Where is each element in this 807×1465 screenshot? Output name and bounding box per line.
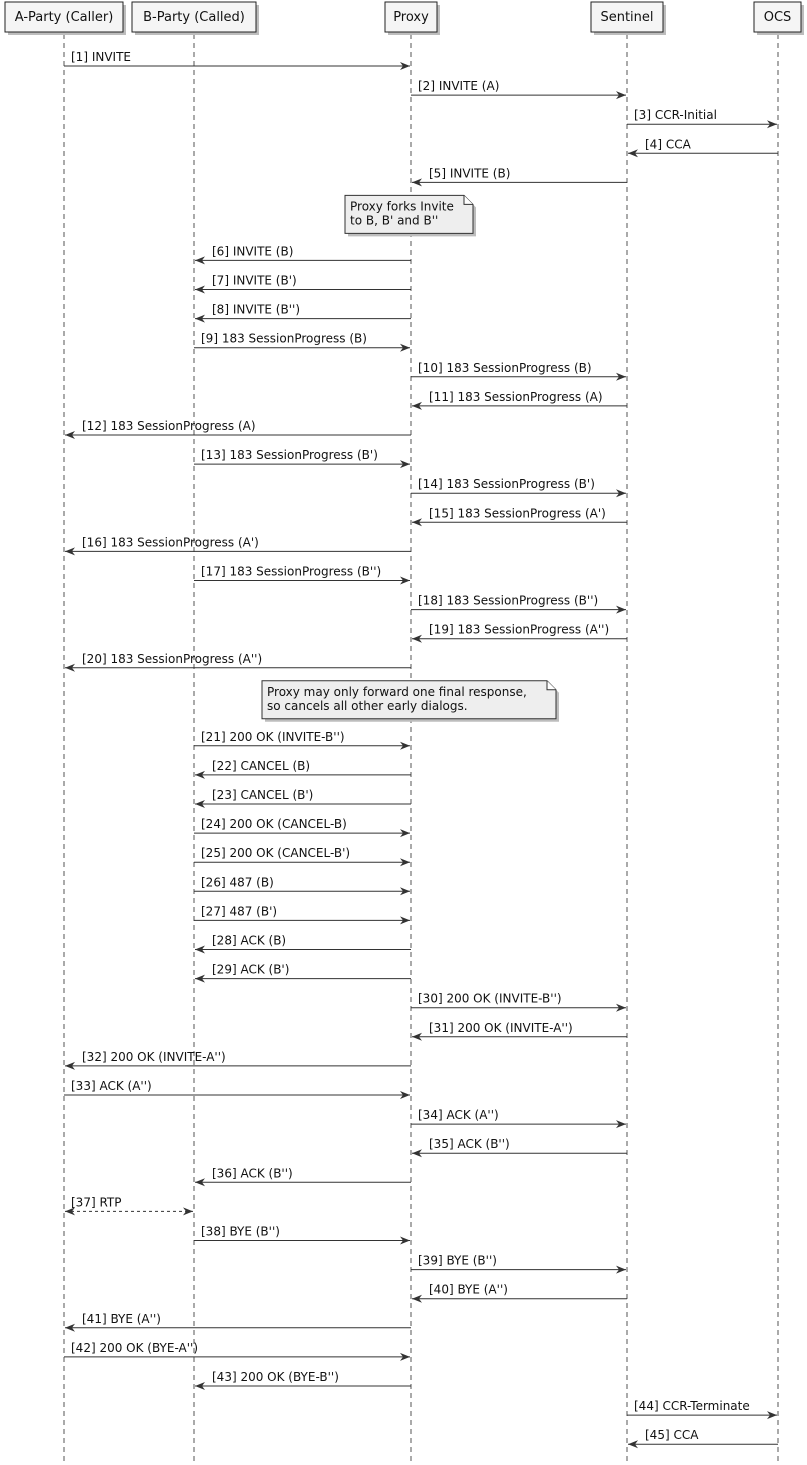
message-label: [3] CCR-Initial [634,108,717,123]
message-13 [194,448,410,468]
message-label: [31] 200 OK (INVITE-A'') [429,1020,573,1035]
message-label: [42] 200 OK (BYE-A'') [71,1340,199,1355]
message-5 [412,166,627,186]
message-label: [17] 183 SessionProgress (B'') [201,564,382,579]
message-label: [14] 183 SessionProgress (B') [418,477,595,492]
message-label: [27] 487 (B') [201,904,278,919]
message-label: [38] BYE (B'') [201,1224,280,1239]
message-9 [194,332,410,352]
message-label: [22] CANCEL (B) [212,758,311,773]
note-1 [345,195,476,236]
message-label: [20] 183 SessionProgress (A'') [82,651,263,666]
message-6 [195,244,411,264]
message-37 [65,1195,193,1215]
participant-a-party-caller [5,2,126,35]
lifelines [64,34,778,1462]
message-label: [9] 183 SessionProgress (B) [201,331,367,346]
message-label: [12] 183 SessionProgress (A) [82,419,256,433]
message-label: [16] 183 SessionProgress (A') [82,535,259,550]
participant-label: Sentinel [600,10,654,25]
message-28 [195,934,411,954]
message-21 [194,730,410,750]
message-8 [195,303,411,323]
message-34 [411,1108,626,1128]
message-label: [37] RTP [71,1195,122,1210]
note-text-line: Proxy may only forward one final response, [267,684,527,699]
message-26 [194,875,410,895]
message-label: [11] 183 SessionProgress (A) [429,389,603,404]
message-label: [2] INVITE (A) [418,79,500,94]
message-label: [25] 200 OK (CANCEL-B') [201,846,351,861]
message-40 [412,1283,627,1303]
message-4 [628,137,778,157]
message-label: [4] CCA [645,137,691,152]
arrowhead [183,1207,193,1215]
participant-ocs [754,2,804,35]
message-label: [26] 487 (B) [201,875,274,890]
participant-b-party-called [132,2,259,35]
message-label: [32] 200 OK (INVITE-A'') [82,1049,226,1064]
message-label: [30] 200 OK (INVITE-B'') [418,991,562,1006]
message-18 [411,594,626,614]
participant-label: Proxy [393,10,429,25]
message-25 [194,846,410,866]
message-label: [1] INVITE [71,50,131,64]
messages [64,50,778,1448]
message-label: [34] ACK (A'') [418,1108,499,1123]
message-23 [195,788,411,808]
message-30 [411,992,626,1012]
message-label: [44] CCR-Terminate [634,1399,750,1414]
message-label: [39] BYE (B'') [418,1253,497,1268]
message-41 [65,1312,411,1332]
message-31 [412,1021,627,1041]
message-label: [43] 200 OK (BYE-B'') [212,1370,339,1384]
message-35 [412,1137,627,1157]
message-29 [195,963,411,983]
message-label: [24] 200 OK (CANCEL-B) [201,817,347,832]
message-label: [45] CCA [645,1428,699,1443]
message-1 [64,50,410,70]
message-14 [411,477,626,497]
message-32 [65,1050,411,1070]
message-label: [36] ACK (B'') [212,1166,293,1181]
message-10 [411,361,626,381]
message-19 [412,623,627,643]
participant-headers [5,2,804,35]
message-44 [627,1399,777,1419]
message-label: [7] INVITE (B') [212,273,297,288]
participant-label: A-Party (Caller) [14,10,114,25]
participant-sentinel [591,2,666,35]
message-label: [41] BYE (A'') [82,1311,161,1326]
note-text-line: so cancels all other early dialogs. [267,698,468,713]
message-label: [15] 183 SessionProgress (A') [429,506,606,521]
message-label: [40] BYE (A'') [429,1282,508,1297]
message-label: [23] CANCEL (B') [212,788,314,802]
message-38 [194,1225,410,1245]
message-36 [195,1166,411,1186]
message-2 [411,79,626,99]
message-22 [195,759,411,779]
message-11 [412,390,627,410]
note-corner-fold [464,195,473,204]
message-33 [64,1079,410,1099]
note-text-line: to B, B' and B'' [350,213,439,228]
message-label: [21] 200 OK (INVITE-B'') [201,729,345,744]
message-label: [10] 183 SessionProgress (B) [418,360,592,375]
message-label: [28] ACK (B) [212,933,287,948]
message-20 [65,652,411,672]
participant-label: OCS [763,10,792,25]
message-label: [33] ACK (A'') [71,1079,152,1093]
participant-label: B-Party (Called) [143,10,245,25]
message-12 [65,419,411,439]
message-label: [19] 183 SessionProgress (A'') [429,622,610,637]
message-label: [18] 183 SessionProgress (B'') [418,593,599,608]
message-17 [194,565,410,585]
message-label: [35] ACK (B'') [429,1137,510,1152]
note-text-line: Proxy forks Invite [350,199,454,214]
message-7 [195,274,411,294]
note-corner-fold [547,681,556,690]
message-label: [13] 183 SessionProgress (B') [201,448,378,463]
message-label: [29] ACK (B') [212,962,290,977]
message-27 [194,904,410,924]
message-15 [412,506,627,526]
message-43 [195,1370,411,1390]
message-label: [5] INVITE (B) [429,166,511,181]
message-24 [194,817,410,837]
message-42 [64,1341,410,1361]
message-3 [627,108,777,128]
message-label: [8] INVITE (B'') [212,302,300,317]
message-39 [411,1254,626,1274]
participant-proxy [385,2,440,35]
message-16 [65,535,411,555]
message-label: [6] INVITE (B) [212,244,294,259]
note-2 [262,681,559,722]
message-45 [628,1428,778,1448]
